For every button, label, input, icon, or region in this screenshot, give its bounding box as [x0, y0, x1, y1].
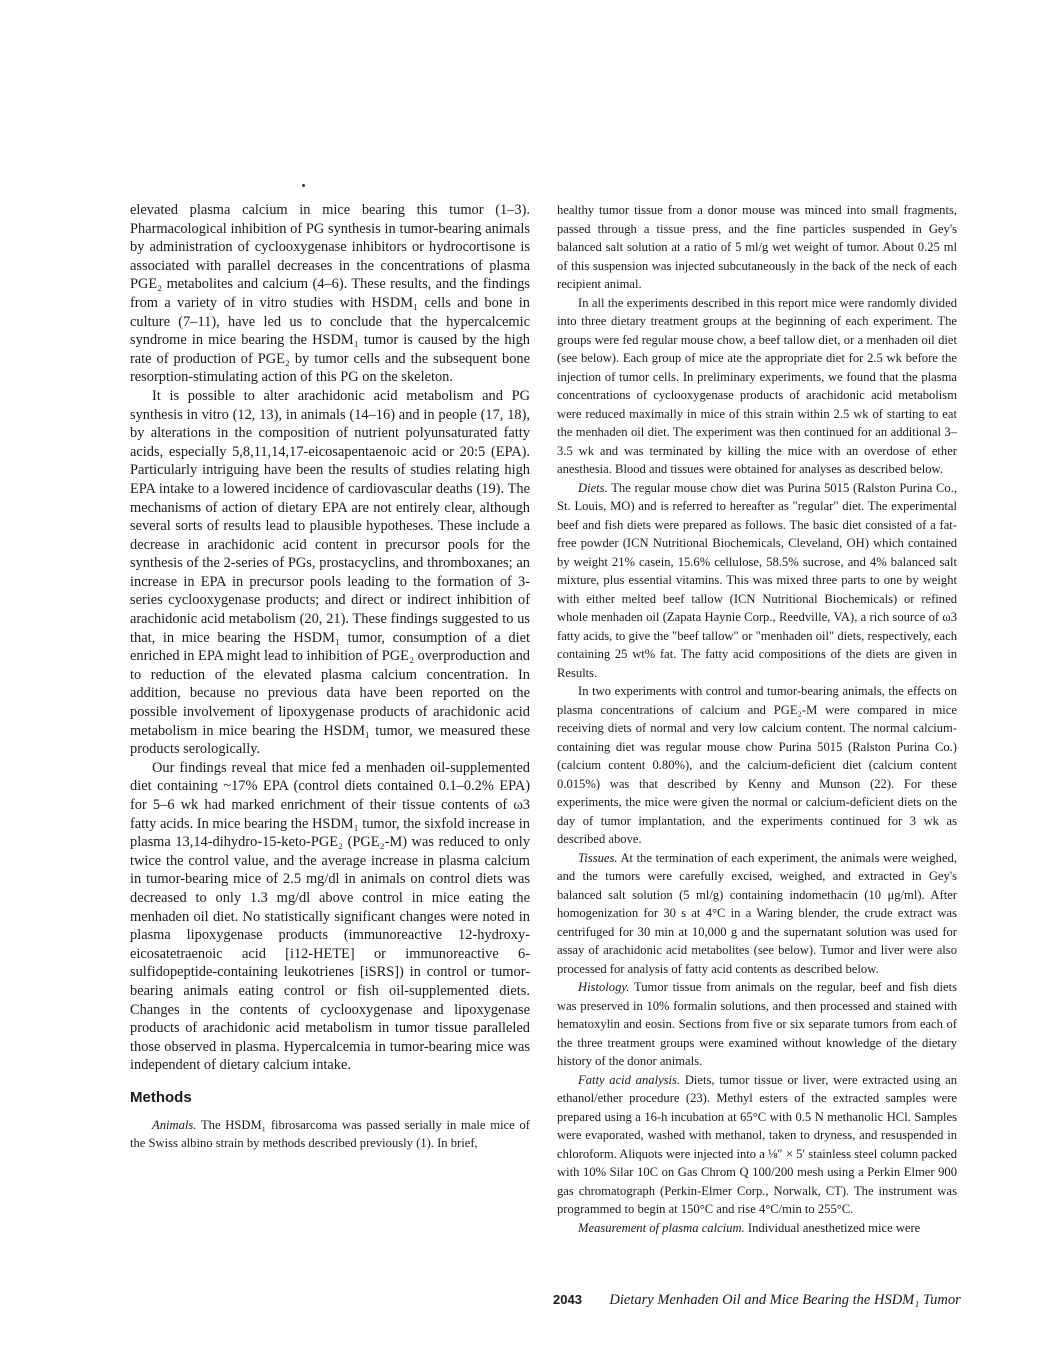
paragraph-diets	[557, 479, 957, 683]
paragraph: In all the experiments described in this report mice were randomly divided into three dietary treatment groups at the beginning of each experiment. The groups were fed regular mouse chow, a beef tallow diet, or a menhaden oil diet (see below). Each group of mice ate the appropriate diet for 2.5 wk before the injection of tumor cells. In preliminary experiments, we found that the plasma concentrations of cyclooxygenase products of arachidonic acid metabolism were reduced maximally in mice of this strain within 2.5 wk of starting to eat the menhaden oil diet. The experiment was then continued for an additional 3–3.5 wk and was terminated by killing the mice with an overdose of ether anesthesia. Blood and tissues were obtained for analyses as described below.	[557, 295, 957, 476]
paragraph-animals	[130, 1116, 530, 1153]
paragraph: It is possible to alter arachidonic acid metabolism and PG synthesis in vitro (12, 13), in animals (14–16) and in people (17, 18), by alterations in the composition of nutrient polyunsaturated fatty acids, especially 5,8,11,14,17-eicosapentaenoic acid or 20:5 (EPA). Particularly intriguing have been the results of studies relating high EPA intake to a lowered incidence of cardiovascular deaths (19). The mechanisms of action of dietary EPA are not entirely clear, although several sorts of results lead to plausible hypotheses. These include a decrease in arachidonic acid content in precursor pools for the synthesis of the 2-series of PGs, prostacyclins, and thromboxanes; an increase in EPA in precursor pools leading to the formation of 3-series cyclooxygenase products; and direct or indirect inhibition of arachidonic acid metabolism (20, 21). These findings suggested to us that, in mice bearing the HSDM₁ tumor, consumption of a diet enriched in EPA might lead to inhibition of PGE₂ overproduction and to reduction of the elevated plasma calcium concentration. In addition, because no previous data have been reported on the possible involvement of lipoxygenase products of arachidonic acid metabolism in mice bearing the HSDM₁ tumor, we measured these products serologically.	[130, 387, 530, 758]
section-heading-methods: Methods	[130, 1088, 192, 1106]
runin-heading: Diets.	[578, 480, 608, 495]
paragraph: Our findings reveal that mice fed a menhaden oil-supplemented diet containing ~17% EPA (control diets contained 0.1–0.2% EPA) for 5–6 wk had marked enrichment of their tissue contents of ω3 fatty acids. In mice bearing the HSDM₁ tumor, the sixfold increase in plasma 13,14-dihydro-15-keto-PGE₂ (PGE₂-M) was reduced to only twice the control value, and the average increase in plasma calcium in tumor-bearing mice of 2.5 mg/dl in animals on control diets was decreased to only 1.3 mg/dl above control in mice eating the menhaden oil diet. No statistically significant changes were noted in plasma lipoxygenase products (immunoreactive 12-hydroxy-eicosatetraenoic acid [i12-HETE] or immunoreactive 6-sulfidopeptide-containing leukotrienes [iSRS]) in control or tumor-bearing animals eating control or fish oil-supplemented diets. Changes in the contents of cyclooxygenase and lipoxygenase products of arachidonic acid metabolism in tumor tissue paralleled those observed in plasma. Hypercalcemia in tumor-bearing mice was independent of dietary calcium intake.	[130, 759, 530, 1074]
paragraph-histology	[557, 978, 957, 1071]
paragraph: healthy tumor tissue from a donor mouse was minced into small fragments, passed through a tissue press, and the fine particles suspended in Gey's balanced salt solution at a ratio of 5 ml/g wet weight of tumor. About 0.25 ml of this suspension was injected subcutaneously in the back of the neck of each recipient animal.	[557, 203, 957, 291]
right-column	[557, 201, 957, 1237]
paragraph-text: Tumor tissue from animals on the regular, beef and fish diets was preserved in 10% formalin solutions, and then processed and stained with hematoxylin and eosin. Sections from five or six separate tumors from each of the three treatment groups were examined without knowledge of the dietary history of the donor animals.	[557, 980, 957, 1068]
runin-heading: Histology.	[578, 980, 630, 994]
runin-heading: Fatty acid analysis.	[578, 1072, 681, 1087]
stray-mark	[302, 184, 305, 187]
paragraph-tissues	[557, 849, 957, 979]
paragraph: elevated plasma calcium in mice bearing this tumor (1–3). Pharmacological inhibition of PG synthesis in tumor-bearing animals by administration of cyclooxygenase inhibitors or hydrocortisone is associated with parallel decreases in the concentrations of plasma PGE₂ metabolites and calcium (4–6). These results, and the findings from a variety of in vitro studies with HSDM₁ cells and bone in culture (7–11), have led us to conclude that the hypercalcemic syndrome in mice bearing the HSDM₁ tumor is caused by the high rate of production of PGE₂ by tumor cells and the subsequent bone resorption-stimulating action of this PG on the skeleton.	[130, 202, 530, 386]
runin-heading: Tissues.	[578, 850, 618, 865]
running-title: Dietary Menhaden Oil and Mice Bearing the HSDM₁ Tumor	[609, 1292, 961, 1308]
paragraph-text: The regular mouse chow diet was Purina 5015 (Ralston Purina Co., St. Louis, MO) and is referred to hereafter as "regular" diet. The experimental beef and fish diets were prepared as follows. The basic diet consisted of a fat-free powder (ICN Nutritional Biochemicals, Cleveland, OH) which contained by weight 21% casein, 15.6% cellulose, 58.5% sucrose, and 4% balanced salt mixture, plus essential vitamins. This was mixed three parts to one by weight with either melted beef tallow (ICN Nutritional Biochemicals) or refined whole menhaden oil (Zapata Haynie Corp., Reedville, VA), a rich source of ω3 fatty acids, to give the "beef tallow" or "menhaden oil" diets, respectively, each containing 25 wt% fat. The fatty acid compositions of the diets are given in Results.	[557, 480, 957, 680]
paragraph-calcium	[557, 1219, 957, 1238]
left-column	[130, 201, 530, 1153]
paragraph-text: Individual anesthetized mice were	[744, 1220, 921, 1235]
paragraph: In two experiments with control and tumor-bearing animals, the effects on plasma concentrations of calcium and PGE₂-M were compared in mice receiving diets of normal and very low calcium content. The normal calcium-containing diet was regular mouse chow Purina 5015 (Ralston Purina Co.) (calcium content 0.80%), and the calcium-deficient diet (calcium content 0.015%) was that described by Kenny and Munson (22). For these experiments, the mice were given the normal or calcium-deficient diets on the day of tumor implantation, and the experiments continued for 3 wk as described above.	[557, 684, 957, 846]
paragraph-text: At the termination of each experiment, the animals were weighed, and the tumors were carefully excised, weighed, and extracted in Gey's balanced salt solution (5 ml/g) containing indomethacin (10 μg/ml). After homogenization for 30 s at 4°C in a Waring blender, the crude extract was centrifuged for 30 min at 10,000 g and the supernatant solution was used for assay of arachidonic acid metabolites (see below). Tumor and liver were also processed for analysis of fatty acid contents as described below.	[557, 850, 957, 976]
paragraph-text: Diets, tumor tissue or liver, were extracted using an ethanol/ether procedure (23). Methyl esters of the extracted samples were prepared using a 16-h incubation at 65°C with 0.5 N methanolic HCl. Samples were evaporated, washed with methanol, taken to dryness, and resuspended in chloroform. Aliquots were injected into a ⅛″ × 5′ stainless steel column packed with 10% Silar 10C on Gas Chrom Q 100/200 mesh using a Perkin Elmer 900 gas chromatograph (Perkin-Elmer Corp., Norwalk, CT). The instrument was programmed to begin at 150°C and rise 4°C/min to 255°C.	[557, 1072, 957, 1216]
paragraph-text: The HSDM₁ fibrosarcoma was passed serially in male mice of the Swiss albino strain by methods described previously (1). In brief,	[130, 1117, 530, 1150]
runin-heading: Animals.	[152, 1117, 197, 1132]
page-number: 2043	[553, 1292, 582, 1307]
page-footer	[553, 1292, 973, 1309]
runin-heading: Measurement of plasma calcium.	[578, 1220, 745, 1235]
paragraph-fatty-acid	[557, 1071, 957, 1219]
